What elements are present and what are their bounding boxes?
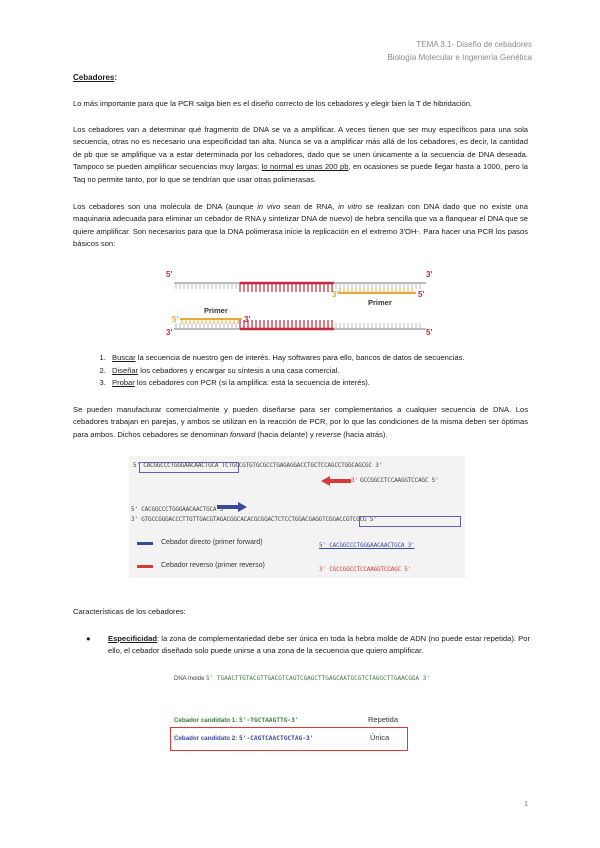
reverse-primer-top: GCCGGCCTCCAAGGTCCAGC 5' <box>360 477 439 484</box>
step-item: 1. Buscar la secuencia de nuestro gen de interés. Hay softwares para ello, bancos de datos de secuencias. <box>108 352 558 365</box>
paragraph-manufactura: Se pueden manufacturar comercialmente y pueden diseñarse para ser complementarios a cualquier secuencia de DNA. Los cebadores trabajan en parejas, y ambos se utilizan en la reacción de PCR, por lo que las condiciones de la misma deben ser óptimas para ambos. Dichos cebadores se denominan forward (hacia delante) y reverse (hacia atrás). <box>73 405 528 439</box>
template-label: DNA molde <box>174 676 205 682</box>
label-5-top-left: 5' <box>166 270 173 279</box>
legend-forward-swatch <box>137 542 153 545</box>
label-5-bot-right: 5' <box>426 328 433 337</box>
legend-forward-seq: 5' CACGGCCCTGGGAACAACTGCA 3' <box>319 542 415 549</box>
legend-reverse-swatch <box>137 565 153 568</box>
reverse-binding-box <box>359 516 461 527</box>
step-item: 3. Probar los cebadores con PCR (si la amplifica: está la secuencia de interés). <box>108 377 558 390</box>
section-title: Cebadores: <box>73 73 118 82</box>
reverse-primer-3: 3' <box>351 477 358 484</box>
label-3-bot-mid: 3' <box>244 315 251 324</box>
page-header <box>387 38 532 64</box>
candidate2-seq: 5'-CAGTCAACTGCTAG-3' <box>239 735 314 742</box>
label-3-bot-left: 3' <box>166 328 173 337</box>
bullet-especificidad: ● Especificidad: la zona de complementariedad debe ser única en toda la hebra molde de ADN (no puede estar repetida). Por ello, el cebador diseñado solo puede unirse a una zona de la secuencia que quiero amplificar. <box>86 634 530 656</box>
candidate-primers-figure <box>170 673 430 753</box>
label-3-top-right: 3' <box>426 270 433 279</box>
label-3-mid: 3' <box>332 290 339 299</box>
forward-binding-box <box>139 462 239 473</box>
target-region-top <box>240 283 332 292</box>
legend-reverse-label: Cebador reverso (primer reverso) <box>161 562 265 569</box>
candidate1-label: Cebador candidato 1: <box>174 717 238 724</box>
paragraph-intro: Lo más importante para que la PCR salga bien es el diseño correcto de los cebadores y elegir bien la T de hibridación. <box>73 99 473 108</box>
candidate1-status: Repetida <box>368 715 399 724</box>
paragraph-cebadores: Los cebadores van a determinar qué fragmento de DNA se va a amplificar. A veces tienen que ser muy específicos para una sola secuencia, otras no es necesario una especificidad tan alta. Nunca se va a amplificar más allá de los cebadores, es decir, la cantidad de pb que se amplifique va a estar determinada por los cebadores, dado que se unen únicamente a la secuencia de DNA deseada. Tampoco se pueden amplificar secuencias muy largas: lo normal es unas 200 pb, en ocasiones se puede llegar hasta a 1000, pero la Taq no permite tanto, por lo que se tendrían que usar otras polimerasas. <box>73 125 528 184</box>
candidate1-seq: 5'-TGCTAAGTTG-3' <box>239 717 299 724</box>
label-5-bot-left: 5' <box>172 315 179 324</box>
page-number: 1 <box>524 801 528 808</box>
candidate2-status: Única <box>370 733 390 742</box>
target-region-bottom <box>240 320 332 329</box>
header-course: Biología Molecular e Ingeniería Genética <box>387 53 532 62</box>
paragraph-molecula: Los cebadores son una molécula de DNA (aunque in vivo sean de RNA, in vitro se realizan con DNA dado que no existe una maquinaria adecuada para eliminar un cebador de RNA y sintetizar DNA de nuevo) de hebra sencilla que va a flanquear el DNA que se quiere amplificar. Son necesarios para que la DNA polimerasa inicie la replicación en el extremo 3'OH-. Para hacer una PCR los pasos básicos son: <box>73 202 528 249</box>
label-5-mid-right: 5' <box>418 290 425 299</box>
bullet-marker: ● <box>86 634 91 643</box>
subtitle-caracteristicas: Características de los cebadores: <box>73 607 186 616</box>
header-topic: TEMA 3.1- Diseño de cebadores <box>416 40 532 49</box>
legend-reverse-seq: 3' CGCCGGCCTCCAAGGTCCAGC 5' <box>319 566 412 573</box>
forward-primer-bottom: 5' CACGGCCCTGGGAACAACTGCA 3' <box>131 506 227 513</box>
step-item: 2. Diseñar los cebadores y encargar su síntesis a una casa comercial. <box>108 365 558 378</box>
primer-left-label: Primer <box>204 306 228 315</box>
forward-reverse-figure <box>129 456 465 578</box>
template-bottom-strand: 3' GTGCCGGGACCCTTGTTGACGTAGACGGCACACGCGGACTCTCCTGGACGAGGTCGGACCGTCGCG 5' <box>131 516 377 523</box>
candidate2-label: Cebador candidato 2: <box>174 735 238 742</box>
steps-list <box>73 352 558 390</box>
pcr-primer-diagram <box>164 263 442 339</box>
reverse-arrow <box>321 476 351 486</box>
primer-right-label: Primer <box>368 298 392 307</box>
template-sequence: 5' TGAACTTGTACGTTGACGTCAGTCGAGCTTGAGCAATGCGTCTAGGCTTGAACGGA 3' <box>206 675 430 682</box>
template-top-strand: 5' CACGGCCCTGGGAACAACTGCA TCTGCCGTGTGCGCCTGAGAGGACCTGCTCCAGCCTGGCAGCGC 3' <box>133 462 383 469</box>
legend-forward-label: Cebador directo (primer forward) <box>161 539 263 546</box>
